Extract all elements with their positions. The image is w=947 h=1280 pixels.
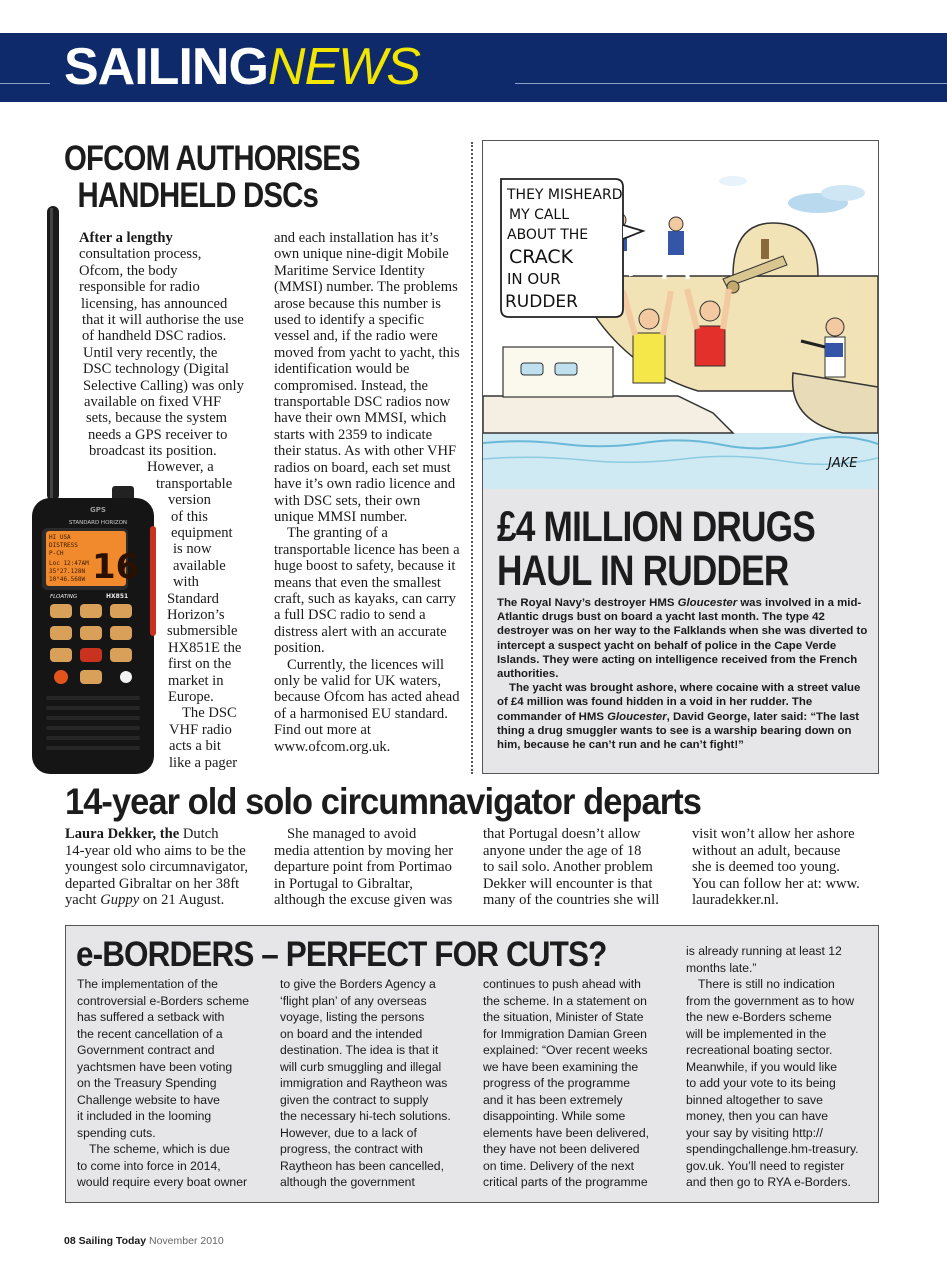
eborders-line: on the Treasury Spending — [77, 1076, 217, 1090]
radio-screen-line: HI USA — [49, 534, 71, 541]
dekker-line: departure point from Portimao — [274, 859, 452, 876]
eborders-line: has suffered a setback with — [77, 1010, 225, 1024]
eborders-line: The implementation of the — [77, 977, 218, 991]
eborders-line: controversial e-Borders scheme — [77, 993, 250, 1008]
radio-screen-line: 35°27.128N — [49, 568, 86, 575]
eborders-story-box — [65, 925, 879, 1203]
eborders-line: spending cuts. — [77, 1125, 156, 1140]
ofcom-line: Standard — [167, 590, 219, 607]
masthead-rule-right — [515, 83, 947, 84]
ofcom-line: The DSC — [182, 705, 237, 722]
cartoon-illustration — [483, 141, 878, 489]
masthead — [0, 33, 947, 102]
footer-date: November 2010 — [149, 1235, 224, 1247]
eborders-line: ‘flight plan’ of any overseas — [280, 993, 427, 1008]
eborders-column-1 — [77, 976, 267, 1191]
ofcom-line: of handheld DSC radios. — [82, 328, 227, 345]
eborders-line: your say by visiting http:// — [686, 1125, 823, 1140]
cartoon-bubble-line: CRACK — [509, 246, 574, 268]
ofcom-line: Selective Calling) was only — [83, 377, 244, 394]
ofcom-line: first on the — [168, 656, 232, 673]
ofcom-paragraph: Currently, the licences will only be valid for UK waters, because Ofcom has acted ahead of a harmonised EU standard. Find out more at www.ofcom.org.uk. — [274, 656, 460, 755]
eborders-line: the recent cancellation of a — [77, 1026, 223, 1041]
ofcom-line: available on fixed VHF — [84, 393, 222, 410]
ofcom-line: like a pager — [169, 754, 238, 771]
drugs-paragraph: The yacht was brought ashore, where cocaine with a street value of £4 million was found hidden in a void in her rudder. The commander of HMS Gloucester, David George, later said: “The last thing a drug smuggler wants to see is a warship bearing down on him, because he can’t run and he can’t fight!” — [497, 682, 861, 752]
eborders-line: and then go to RYA e-Borders. — [686, 1175, 851, 1189]
cartoon-bubble-line: RUDDER — [505, 292, 578, 312]
eborders-line: Meanwhile, if you would like — [686, 1059, 838, 1074]
ofcom-lead: After a lengthy — [79, 230, 173, 246]
radio-screen-line: P-CH — [49, 550, 64, 557]
eborders-column-4 — [686, 943, 876, 1191]
ofcom-line: acts a bit — [169, 738, 221, 755]
eborders-line: critical parts of the programme — [483, 1175, 648, 1189]
ofcom-line: with — [173, 574, 199, 591]
dekker-line: anyone under the age of 18 — [483, 842, 642, 859]
ofcom-line: HX851E the — [168, 639, 242, 656]
cartoon-bubble-line: IN OUR — [507, 270, 561, 288]
ofcom-line: available — [173, 557, 226, 574]
eborders-line: for Immigration Damian Green — [483, 1026, 647, 1041]
masthead-title: SAILINGNEWS — [64, 38, 420, 96]
eborders-line: from the government as to how — [686, 993, 855, 1008]
eborders-line: on time. Delivery of the next — [483, 1158, 635, 1173]
eborders-line: they have not been delivered — [483, 1142, 640, 1156]
cartoon-signature: JAKE — [828, 456, 858, 471]
dekker-line: lauradekker.nl. — [692, 892, 779, 909]
page-footer — [64, 1235, 224, 1247]
ofcom-headline: OFCOM AUTHORISES HANDHELD DSCs — [64, 139, 360, 215]
radio-channel-display: 16 — [92, 547, 140, 587]
dekker-column-2 — [274, 826, 470, 909]
drugs-story-box — [482, 140, 879, 774]
eborders-line: binned altogether to save — [686, 1092, 823, 1107]
ofcom-line: version — [168, 492, 211, 509]
ofcom-line: Until very recently, the — [83, 344, 218, 361]
masthead-rule-left — [0, 83, 50, 84]
eborders-line: is already running at least 12 — [686, 944, 842, 958]
ofcom-line: responsible for radio — [79, 279, 200, 296]
dekker-line: although the excuse given was — [274, 892, 453, 909]
eborders-line: will curb smuggling and illegal — [280, 1059, 442, 1074]
dekker-line: visit won’t allow her ashore — [692, 826, 855, 842]
eborders-line: on board and the intended — [280, 1026, 423, 1041]
radio-brand: STANDARD HORIZON — [68, 520, 128, 526]
eborders-line: elements have been delivered, — [483, 1125, 649, 1140]
ofcom-paragraph: The granting of a transportable licence has been a huge boost to safety, because it means that even the smallest craft, such as kayaks, can carry a full DSC radio to send a distress alert with an accurate position. — [274, 525, 460, 657]
dekker-line: 14-year old who aims to be the — [65, 842, 246, 859]
ofcom-line: consultation process, — [79, 246, 202, 263]
eborders-line: However, due to a lack of — [280, 1125, 417, 1140]
dekker-lead: Laura Dekker, the — [65, 826, 180, 842]
eborders-line: given the contract to supply — [280, 1092, 429, 1107]
radio-screen-line: DISTRESS — [49, 542, 78, 549]
ofcom-line: market in — [168, 672, 224, 689]
eborders-line: to give the Borders Agency a — [280, 977, 436, 991]
ofcom-line: of this — [171, 508, 208, 525]
ofcom-line: sets, because the system — [86, 410, 228, 427]
dekker-line: She managed to avoid — [287, 826, 417, 842]
ofcom-line: needs a GPS receiver to — [88, 426, 228, 443]
dekker-column-3 — [483, 826, 679, 909]
dekker-line: Dekker will encounter is that — [483, 875, 653, 892]
dekker-column-4 — [692, 826, 888, 909]
dekker-line: she is deemed too young. — [692, 859, 840, 876]
eborders-line: immigration and Raytheon was — [280, 1076, 448, 1090]
eborders-line: to add your vote to its being — [686, 1076, 836, 1090]
eborders-line: continues to push ahead with — [483, 977, 641, 991]
dekker-line: media attention by moving her — [274, 842, 454, 859]
drugs-body — [497, 596, 869, 752]
eborders-line: it included in the looming — [77, 1109, 212, 1123]
dekker-line: many of the countries she will — [483, 892, 660, 909]
ofcom-line: submersible — [167, 623, 238, 640]
ofcom-line: Ofcom, the body — [79, 262, 178, 279]
dekker-line: youngest solo circumnavigator, — [65, 859, 249, 876]
dekker-line: You can follow her at: www. — [692, 875, 860, 892]
ofcom-line: Europe. — [168, 688, 214, 705]
radio-floating-label: FLOATING — [50, 594, 78, 600]
eborders-line: we have been examining the — [483, 1059, 639, 1074]
cartoon-bubble-line: THEY MISHEARD — [507, 187, 623, 203]
ofcom-line: DSC technology (Digital — [83, 361, 229, 378]
eborders-line: the situation, Minister of State — [483, 1010, 644, 1024]
eborders-headline: e-BORDERS – PERFECT FOR CUTS? — [76, 935, 607, 974]
ofcom-line: equipment — [171, 525, 233, 542]
eborders-column-2 — [280, 976, 470, 1191]
eborders-line: to come into force in 2014, — [77, 1158, 221, 1173]
eborders-line: the new e-Borders scheme — [686, 1010, 832, 1024]
dekker-line: to sail solo. Another problem — [483, 859, 653, 876]
column-divider — [471, 142, 473, 774]
dekker-line: departed Gibraltar on her 38ft — [65, 875, 240, 892]
eborders-line: disappointing. While some — [483, 1109, 626, 1123]
radio-screen-line: 10°46.568W — [49, 576, 86, 583]
cartoon-bubble-line: ABOUT THE — [507, 227, 589, 243]
ofcom-line: licensing, has announced — [81, 295, 228, 312]
eborders-line: will be implemented in the — [686, 1026, 827, 1041]
eborders-line: gov.uk. You’ll need to register — [686, 1158, 845, 1173]
eborders-line: Raytheon has been cancelled, — [280, 1158, 444, 1173]
footer-page-number: 08 Sailing Today — [64, 1235, 147, 1247]
eborders-line: the necessary hi-tech solutions. — [280, 1109, 451, 1123]
ofcom-line: is now — [173, 541, 212, 558]
ofcom-column-2 — [274, 230, 460, 755]
ofcom-line: broadcast its position. — [89, 443, 217, 460]
radio-screen-line: Loc 12:47AM — [49, 560, 89, 567]
eborders-line: progress, the contract with — [280, 1142, 423, 1156]
ofcom-line: VHF radio — [169, 721, 232, 738]
eborders-line: yachtsmen have been voting — [77, 1059, 233, 1074]
eborders-line: and it has been extremely — [483, 1092, 623, 1107]
eborders-line: voyage, listing the persons — [280, 1010, 425, 1024]
dekker-line: without an adult, because — [692, 842, 841, 859]
ofcom-line: However, a — [147, 459, 214, 476]
ofcom-line: that it will authorise the use — [82, 311, 244, 328]
eborders-column-3 — [483, 976, 673, 1191]
eborders-line: Government contract and — [77, 1043, 215, 1057]
eborders-line: Challenge website to have — [77, 1092, 220, 1107]
eborders-line: destination. The idea is that it — [280, 1043, 439, 1057]
eborders-line: There is still no indication — [698, 977, 835, 991]
dekker-column-1: Laura Dekker, the Dutch 14-year old who aims to be the youngest solo circumnavigator, departed Gibraltar on her 38ft yacht Guppy on 21 August. — [65, 826, 261, 909]
drugs-headline: £4 MILLION DRUGS HAUL IN RUDDER — [497, 503, 815, 595]
eborders-line: months late.” — [686, 960, 757, 975]
radio-model-label: HX851 — [106, 593, 129, 600]
ofcom-line: transportable — [156, 475, 233, 492]
ofcom-line: Horizon’s — [167, 606, 225, 623]
eborders-line: explained: “Over recent weeks — [483, 1043, 648, 1057]
ofcom-column-1 — [64, 230, 264, 771]
dekker-headline: 14-year old solo circumnavigator departs — [65, 781, 701, 822]
svg-text:GPS: GPS — [90, 506, 106, 514]
eborders-line: progress of the programme — [483, 1076, 630, 1090]
dekker-line: that Portugal doesn’t allow — [483, 826, 641, 842]
drugs-paragraph: The Royal Navy’s destroyer HMS Gloucester was involved in a mid-Atlantic drugs bust on board a yacht last month. The type 42 destroyer was on her way to the Falklands when she was diverted to intercept a suspect yacht on behalf of police in the Cape Verde Islands. They were acting on intelligence received from the French authorities. — [497, 597, 868, 681]
eborders-line: recreational boating sector. — [686, 1043, 833, 1057]
eborders-line: money, then you can have — [686, 1109, 829, 1123]
eborders-line: would require every boat owner — [77, 1175, 248, 1189]
cartoon-bubble-line: MY CALL — [509, 207, 570, 223]
eborders-line: The scheme, which is due — [89, 1142, 230, 1156]
ofcom-paragraph: and each installation has it’s own unique nine-digit Mobile Maritime Service Identity (MMSI) number. The problems arose because this number is used to identify a specific vessel and, if the radio were moved from yacht to yacht, this identification would be compromised. Instead, the transportable DSC radios now have their own MMSI, which starts with 2359 to indicate their status. As with other VHF radios on board, each set must have it’s own radio licence and with DSC sets, their own unique MMSI number. — [274, 230, 460, 525]
dekker-line: in Portugal to Gibraltar, — [274, 875, 413, 892]
eborders-line: the scheme. In a statement on — [483, 993, 647, 1008]
eborders-line: spendingchallenge.hm-treasury. — [686, 1142, 859, 1156]
eborders-line: although the government — [280, 1175, 415, 1189]
